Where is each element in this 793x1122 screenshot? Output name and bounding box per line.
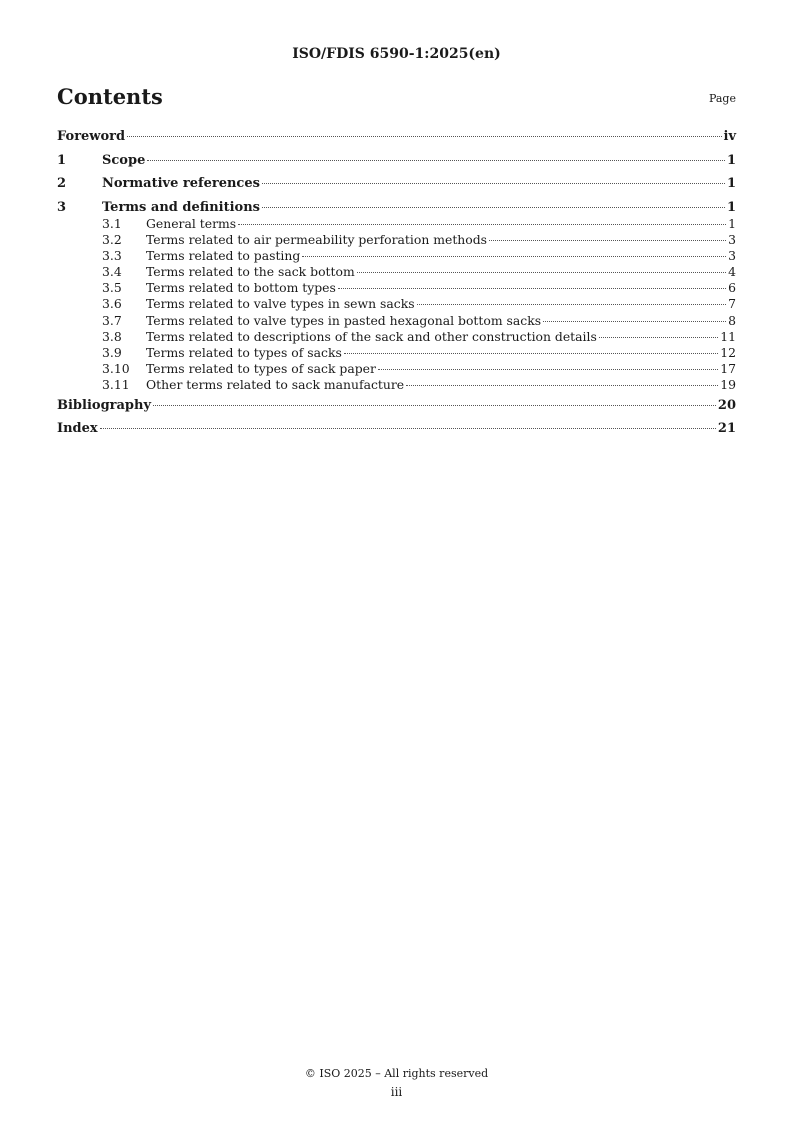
toc-entry[interactable]	[57, 232, 736, 248]
dot-leader	[344, 353, 718, 354]
document-id-header: ISO/FDIS 6590-1:2025(en)	[292, 46, 501, 62]
toc-entry[interactable]	[57, 152, 736, 176]
toc-entry-number: 3.2	[102, 231, 122, 247]
dot-leader	[302, 256, 726, 257]
dot-leader	[378, 369, 718, 370]
toc-entry-page: 19	[720, 377, 736, 393]
toc-entry-number: 3.11	[102, 377, 130, 393]
dot-leader	[543, 321, 726, 322]
copyright-footer: © ISO 2025 – All rights reserved	[304, 1067, 489, 1080]
dot-leader	[406, 385, 718, 386]
toc-entry-page: 1	[726, 199, 736, 215]
toc-entry[interactable]	[57, 216, 736, 232]
dot-leader	[147, 160, 725, 161]
toc-entry[interactable]	[57, 175, 736, 199]
toc-entry-number: 3.5	[102, 280, 122, 296]
toc-entry[interactable]	[57, 128, 736, 152]
dot-leader	[417, 304, 727, 305]
toc-entry-title: Normative references	[102, 176, 260, 191]
toc-entry-page: 21	[717, 421, 736, 437]
toc-entry-title: Scope	[102, 152, 146, 168]
toc-entry-title: Terms related to types of sacks	[146, 345, 342, 360]
dot-leader	[489, 240, 726, 241]
toc-entry-title: Terms related to pasting	[146, 247, 301, 263]
dot-leader	[262, 183, 725, 184]
toc-entry-page: 7	[728, 296, 736, 312]
toc-entry[interactable]	[57, 313, 736, 329]
toc-entry-number: 3.6	[102, 296, 122, 312]
toc-entry[interactable]	[57, 377, 736, 393]
toc-entry-page: 8	[728, 312, 736, 328]
toc-entry[interactable]	[57, 397, 736, 421]
toc-entry[interactable]	[57, 280, 736, 296]
toc-entry-page: 3	[728, 247, 736, 263]
toc-entry[interactable]	[57, 329, 736, 345]
table-of-contents	[57, 128, 736, 444]
toc-entry-title: Terms related to valve types in sewn sacks	[146, 296, 415, 312]
toc-entry-page: 11	[720, 328, 736, 344]
toc-entry-title: Bibliography	[57, 397, 152, 413]
toc-entry-title: Index	[57, 421, 98, 437]
dot-leader	[100, 428, 716, 429]
toc-entry-number: 3.1	[102, 215, 122, 231]
toc-entry-title: Foreword	[57, 129, 126, 144]
toc-entry[interactable]	[57, 199, 736, 216]
toc-entry[interactable]	[57, 264, 736, 280]
toc-entry-page: 3	[728, 231, 736, 247]
dot-leader	[262, 207, 725, 208]
toc-entry-number: 3.8	[102, 328, 122, 344]
dot-leader	[357, 272, 726, 273]
toc-entry-title: Terms related to bottom types	[146, 280, 336, 296]
dot-leader	[599, 337, 718, 338]
toc-entry-title: Terms related to types of sack paper	[146, 361, 376, 377]
toc-entry-number: 3.7	[102, 312, 122, 328]
toc-entry-page: iv	[723, 129, 736, 144]
dot-leader	[338, 288, 726, 289]
toc-entry-number: 3.3	[102, 247, 122, 263]
page-column-label: Page	[708, 92, 736, 105]
toc-entry-title: Terms related to valve types in pasted hexagonal bottom sacks	[146, 312, 542, 328]
toc-entry-page: 20	[717, 397, 736, 413]
toc-entry-title: Other terms related to sack manufacture	[146, 377, 405, 393]
toc-entry-page: 1	[726, 152, 736, 168]
toc-entry-title: Terms related to the sack bottom	[146, 264, 355, 280]
toc-entry-page: 6	[728, 280, 736, 296]
toc-entry-number: 2	[57, 176, 67, 191]
toc-entry-title: Terms and definitions	[102, 199, 260, 215]
toc-entry-number: 3	[57, 199, 67, 215]
toc-entry[interactable]	[57, 420, 736, 444]
toc-entry[interactable]	[57, 361, 736, 377]
toc-entry[interactable]	[57, 345, 736, 361]
toc-entry-number: 1	[57, 152, 67, 168]
dot-leader	[238, 224, 726, 225]
toc-entry-title: Terms related to air permeability perforation methods	[146, 231, 488, 247]
dot-leader	[127, 136, 721, 137]
toc-entry-title: General terms	[146, 215, 237, 231]
page-number: iii	[390, 1085, 403, 1099]
toc-entry-title: Terms related to descriptions of the sack and other construction details	[146, 328, 597, 344]
toc-entry-number: 3.10	[102, 361, 130, 377]
contents-title: Contents	[57, 84, 163, 109]
toc-entry-page: 17	[720, 361, 736, 377]
dot-leader	[153, 405, 716, 406]
toc-entry-page: 12	[720, 345, 736, 360]
toc-entry-page: 4	[728, 264, 736, 280]
toc-entry-number: 3.9	[102, 345, 122, 360]
toc-entry[interactable]	[57, 296, 736, 312]
toc-entry-page: 1	[726, 176, 736, 191]
toc-entry-number: 3.4	[102, 264, 122, 280]
toc-entry-page: 1	[728, 215, 736, 231]
toc-entry[interactable]	[57, 248, 736, 264]
